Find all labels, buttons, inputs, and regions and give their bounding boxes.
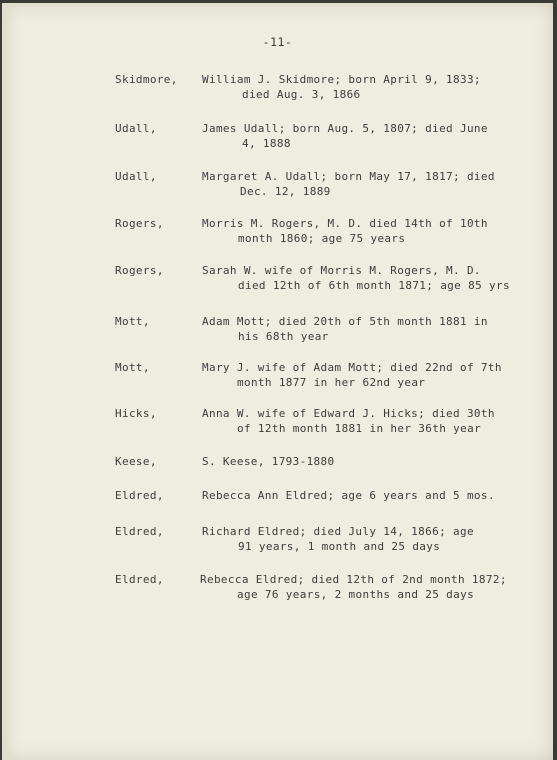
entry-text-line-1: Rebecca Ann Eldred; age 6 years and 5 mos. (202, 489, 495, 502)
entry-text-line-2: Dec. 12, 1889 (240, 185, 331, 198)
entry-surname: Rogers, (115, 264, 164, 277)
entry-text-line-2: 91 years, 1 month and 25 days (238, 540, 441, 553)
page-number: -11- (262, 35, 293, 49)
entry-text-line-1: Rebecca Eldred; died 12th of 2nd month 1872; (200, 573, 507, 586)
entry-text-line-2: of 12th month 1881 in her 36th year (237, 422, 482, 435)
entry-text-line-2: 4, 1888 (242, 137, 291, 150)
entry-text-line-1: Richard Eldred; died July 14, 1866; age (202, 525, 474, 538)
entry-surname: Eldred, (115, 573, 164, 586)
entry-text-line-2: age 76 years, 2 months and 25 days (237, 588, 475, 601)
entry-text-line-2: died Aug. 3, 1866 (242, 88, 361, 101)
entry-text-line-1: Anna W. wife of Edward J. Hicks; died 30th (202, 407, 495, 420)
entry-text-line-1: James Udall; born Aug. 5, 1807; died June (202, 122, 488, 135)
entry-text-line-2: month 1877 in her 62nd year (237, 376, 426, 389)
document-page (2, 3, 553, 760)
entry-surname: Mott, (115, 315, 150, 328)
entry-surname: Skidmore, (115, 73, 178, 86)
entry-surname: Udall, (115, 170, 157, 183)
entry-surname: Rogers, (115, 217, 164, 230)
entry-surname: Udall, (115, 122, 157, 135)
page-edge-shadow (2, 3, 16, 760)
entry-surname: Eldred, (115, 489, 164, 502)
entry-text-line-1: William J. Skidmore; born April 9, 1833; (202, 73, 481, 86)
entry-surname: Eldred, (115, 525, 164, 538)
entry-text-line-1: Adam Mott; died 20th of 5th month 1881 in (202, 315, 488, 328)
entry-text-line-2: his 68th year (238, 330, 329, 343)
entry-text-line-1: Mary J. wife of Adam Mott; died 22nd of 7th (202, 361, 502, 374)
entry-text-line-2: died 12th of 6th month 1871; age 85 yrs (238, 279, 510, 292)
entry-surname: Hicks, (115, 407, 157, 420)
entry-surname: Mott, (115, 361, 150, 374)
entry-surname: Keese, (115, 455, 157, 468)
entry-text-line-1: Sarah W. wife of Morris M. Rogers, M. D. (202, 264, 481, 277)
entry-text-line-1: Margaret A. Udall; born May 17, 1817; died (202, 170, 495, 183)
entry-text-line-1: S. Keese, 1793-1880 (202, 455, 335, 468)
entry-text-line-1: Morris M. Rogers, M. D. died 14th of 10th (202, 217, 488, 230)
entry-text-line-2: month 1860; age 75 years (238, 232, 406, 245)
